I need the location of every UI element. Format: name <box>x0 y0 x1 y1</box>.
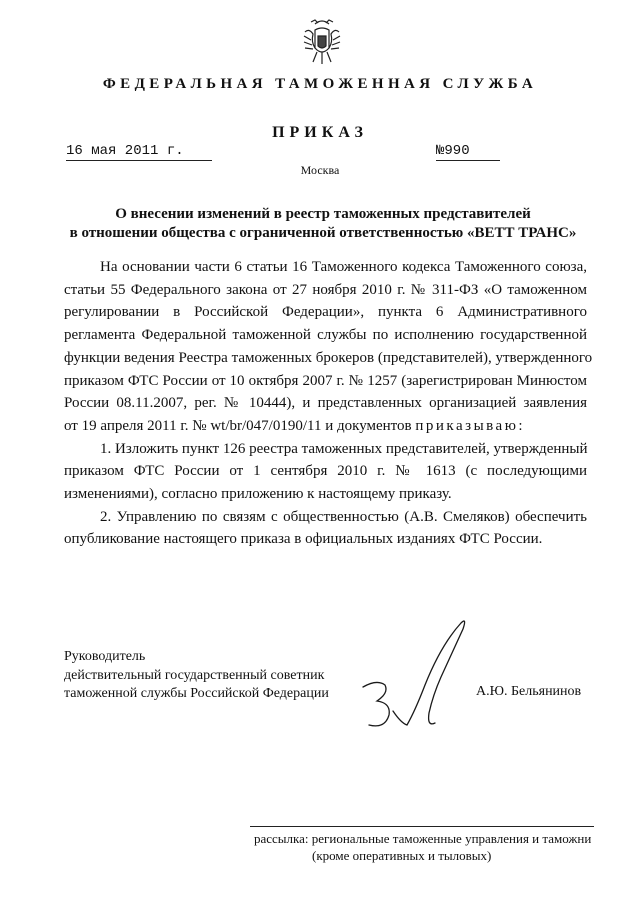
document-heading <box>60 205 586 243</box>
item1-line: 1. Изложить пункт 126 реестра таможенных представителей, утвержденный <box>100 440 588 457</box>
distribution-list: рассылка: региональные таможенные управления и таможни <box>254 831 592 846</box>
signatory-title <box>64 648 364 704</box>
signatory-title-line: действительный государственный советник <box>64 667 325 683</box>
preamble-line <box>64 415 587 438</box>
preamble-line: На основании части 6 статьи 16 Таможенного кодекса Таможенного союза, <box>100 259 587 275</box>
distribution-note: (кроме оперативных и тыловых) <box>312 848 492 863</box>
preamble-line: регулировании в Российской Федерации», пункта 6 Административного <box>64 304 587 321</box>
item1-line: изменениями), согласно приложению к настоящему приказу. <box>64 486 452 503</box>
heading-line: в отношении общества с ограниченной ответственностью «ВЕТТ ТРАНС» <box>69 225 577 241</box>
footer-divider <box>250 826 594 827</box>
item2-line: опубликование настоящего приказа в официальных изданиях ФТС России. <box>64 531 543 548</box>
coat-of-arms-icon <box>303 18 341 66</box>
preamble-line: России 08.11.2007, рег. № 10444), и представленных организацией заявления <box>64 395 587 412</box>
preamble-line: приказом ФТС России от 10 октября 2007 г. № 1257 (зарегистрирован Минюстом <box>64 372 587 389</box>
order-word: приказываю: <box>415 417 526 434</box>
heading-line: О внесении изменений в реестр таможенных представителей <box>115 206 531 222</box>
order-number: №990 <box>436 143 500 161</box>
handwritten-signature <box>355 615 485 735</box>
preamble-line: статьи 55 Федерального закона от 27 ноября 2010 г. № 311-ФЗ «О таможенном <box>64 281 587 298</box>
preamble-line: регламента Федеральной таможенной службы по исполнению государственной <box>64 327 587 344</box>
order-date: 16 мая 2011 г. <box>66 143 212 161</box>
preamble-last: от 19 апреля 2011 г. № wt/br/047/0190/11 и документов <box>64 417 412 434</box>
document-body <box>64 256 593 551</box>
order-title: ПРИКАЗ <box>272 124 368 141</box>
item1-line: приказом ФТС России от 1 сентября 2010 г. № 1613 (с последующими <box>64 463 587 480</box>
item2-line: 2. Управлению по связям с общественностью (А.В. Смеляков) обеспечить <box>100 508 587 525</box>
signatory-name: А.Ю. Бельянинов <box>476 684 582 699</box>
signatory-title-line: Руководитель <box>64 649 146 664</box>
agency-name: ФЕДЕРАЛЬНАЯ ТАМОЖЕННАЯ СЛУЖБА <box>102 76 538 92</box>
signatory-title-line: таможенной службы Российской Федерации <box>64 686 329 701</box>
preamble-line: функции ведения Реестра таможенных брокеров (представителей), утвержденного <box>64 349 593 366</box>
order-city: Москва <box>300 163 340 177</box>
